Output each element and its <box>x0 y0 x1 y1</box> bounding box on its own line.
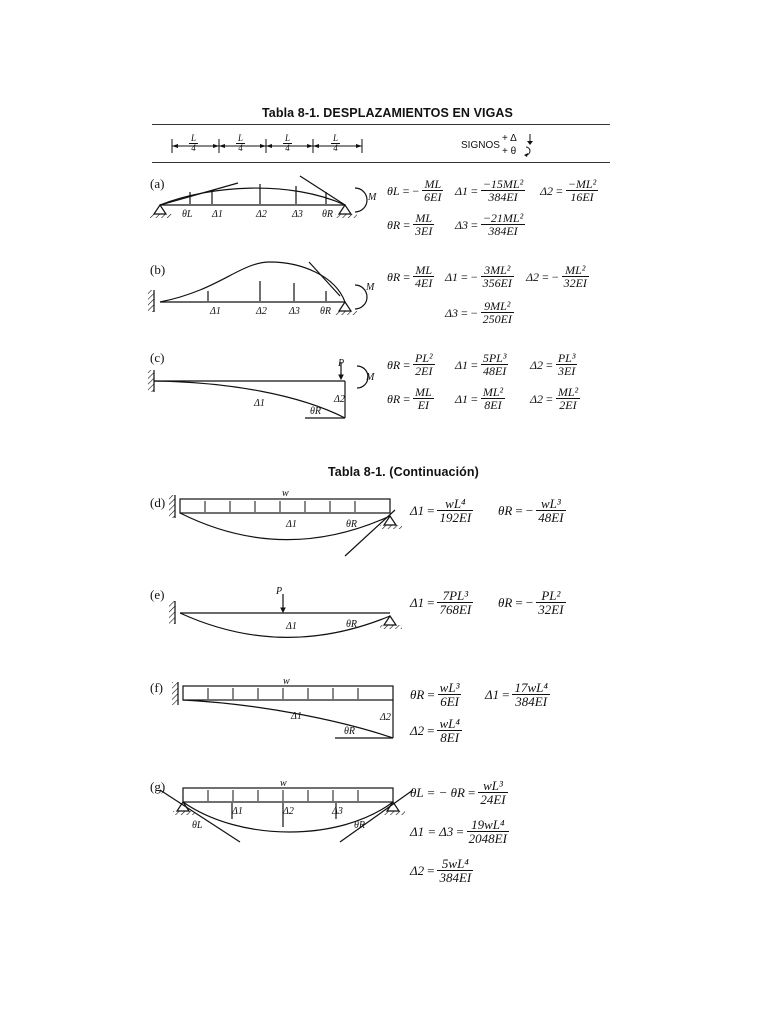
eq-g-delta2: Δ2 = $\frac{\text{5wL⁴}}{384EI}$ <box>410 856 472 885</box>
case-label-e: (e) <box>150 587 165 602</box>
mark-c-M: M <box>366 372 375 383</box>
mark-d-delta1: Δ1 <box>286 519 297 530</box>
case-label-g: (g) <box>150 779 166 794</box>
eq-a-delta1: Δ1 = $\frac{\text{−15ML²}}{384EI}$ <box>455 177 524 204</box>
quarter-fraction-3: $\frac{L}{4}$ <box>285 133 291 153</box>
mark-d-w: w <box>282 488 289 499</box>
quarter-fraction-4: $\frac{L}{4}$ <box>333 133 339 153</box>
case-label-f: (f) <box>150 680 163 695</box>
mark-b-delta1: Δ1 <box>210 306 221 317</box>
eq-f-thetaR: θR = $\frac{\text{wL³}}{6EI}$ <box>410 680 460 709</box>
case-label-b: (b) <box>150 262 166 277</box>
mark-a-delta2: Δ2 <box>256 209 267 220</box>
eq-b-thetaR: θR = $\frac{ML}{4EI}$ <box>387 263 433 290</box>
mark-e-P: P <box>276 586 283 597</box>
eq-c-delta2-P: Δ2 = $\frac{\text{PL³}}{3EI}$ <box>530 351 576 378</box>
eq-a-thetaR: θR = $\frac{ML}{3EI}$ <box>387 211 433 238</box>
mark-c-P: P <box>338 358 345 369</box>
mark-a-delta3: Δ3 <box>292 209 303 220</box>
signs-theta: + θ <box>502 146 517 157</box>
eq-a-delta3: Δ3 = $\frac{\text{−21ML²}}{384EI}$ <box>455 211 524 238</box>
eq-e-thetaR: θR = − $\frac{\text{PL²}}{32EI}$ <box>498 588 564 617</box>
eq-c-delta1-M: Δ1 = $\frac{\text{ML²}}{8EI}$ <box>455 385 504 412</box>
mark-c-thetaR: θR <box>310 406 322 417</box>
eq-g-theta: θL = − θR = $\frac{\text{wL³}}{24EI}$ <box>410 778 506 807</box>
eq-f-delta2: Δ2 = $\frac{\text{wL⁴}}{8EI}$ <box>410 716 460 745</box>
continuation-title: Tabla 8-1. (Continuación) <box>328 465 479 479</box>
mark-c-delta1: Δ1 <box>254 398 265 409</box>
eq-f-delta1: Δ1 = $\frac{\text{17wL⁴}}{384EI}$ <box>485 680 548 709</box>
mark-e-thetaR: θR <box>346 619 358 630</box>
mark-e-delta1: Δ1 <box>286 621 297 632</box>
mark-g-w: w <box>280 778 287 789</box>
mark-f-delta1: Δ1 <box>291 711 302 722</box>
signs-label: SIGNOS <box>461 140 500 151</box>
mark-a-thetaR: θR <box>322 209 334 220</box>
quarter-fraction-2: $\frac{L}{4}$ <box>238 133 244 153</box>
mark-g-delta3: Δ3 <box>332 806 343 817</box>
case-label-c: (c) <box>150 350 165 365</box>
mark-b-delta3: Δ3 <box>289 306 300 317</box>
case-label-d: (d) <box>150 495 166 510</box>
quarter-fraction-1: $\frac{L}{4}$ <box>191 133 197 153</box>
mark-g-thetaR: θR <box>354 820 366 831</box>
mark-f-w: w <box>283 676 290 687</box>
eq-b-delta3: Δ3 = − $\frac{\text{9ML²}}{250EI}$ <box>445 299 512 326</box>
eq-g-delta1-delta3: Δ1 = Δ3 = $\frac{\text{19wL⁴}}{2048EI}$ <box>410 817 507 846</box>
mark-f-delta2: Δ2 <box>380 712 391 723</box>
mark-g-delta1: Δ1 <box>232 806 243 817</box>
eq-c-thetaR-M: θR = $\frac{ML}{EI}$ <box>387 385 432 412</box>
mark-f-thetaR: θR <box>344 726 356 737</box>
eq-a-thetaL: θL = − $\frac{ML}{6EI}$ <box>387 177 442 204</box>
eq-c-delta1-P: Δ1 = $\frac{\text{5PL³}}{48EI}$ <box>455 351 507 378</box>
eq-d-delta1: Δ1 = $\frac{\text{wL⁴}}{192EI}$ <box>410 496 472 525</box>
mark-g-thetaL: θL <box>192 820 203 831</box>
mark-d-thetaR: θR <box>346 519 358 530</box>
table-title: Tabla 8-1. DESPLAZAMIENTOS EN VIGAS <box>262 106 513 120</box>
case-label-a: (a) <box>150 176 165 191</box>
eq-b-delta2: Δ2 = − $\frac{\text{ML²}}{32EI}$ <box>526 263 587 290</box>
mark-a-delta1: Δ1 <box>212 209 223 220</box>
mark-b-delta2: Δ2 <box>256 306 267 317</box>
eq-b-delta1: Δ1 = − $\frac{\text{3ML²}}{356EI}$ <box>445 263 512 290</box>
mark-b-thetaR: θR <box>320 306 332 317</box>
eq-a-delta2: Δ2 = $\frac{\text{−ML²}}{16EI}$ <box>540 177 597 204</box>
mark-a-thetaL: θL <box>182 209 193 220</box>
mark-a-M: M <box>368 192 377 203</box>
eq-c-thetaR-P: θR = $\frac{\text{PL²}}{2EI}$ <box>387 351 433 378</box>
eq-d-thetaR: θR = − $\frac{\text{wL³}}{48EI}$ <box>498 496 564 525</box>
mark-c-delta2: Δ2 <box>334 394 345 405</box>
mark-b-M: M <box>366 282 375 293</box>
signs-delta: + Δ <box>502 133 517 144</box>
eq-c-delta2-M: Δ2 = $\frac{\text{ML²}}{2EI}$ <box>530 385 579 412</box>
mark-g-delta2: Δ2 <box>283 806 294 817</box>
eq-e-delta1: Δ1 = $\frac{\text{7PL³}}{768EI}$ <box>410 588 472 617</box>
